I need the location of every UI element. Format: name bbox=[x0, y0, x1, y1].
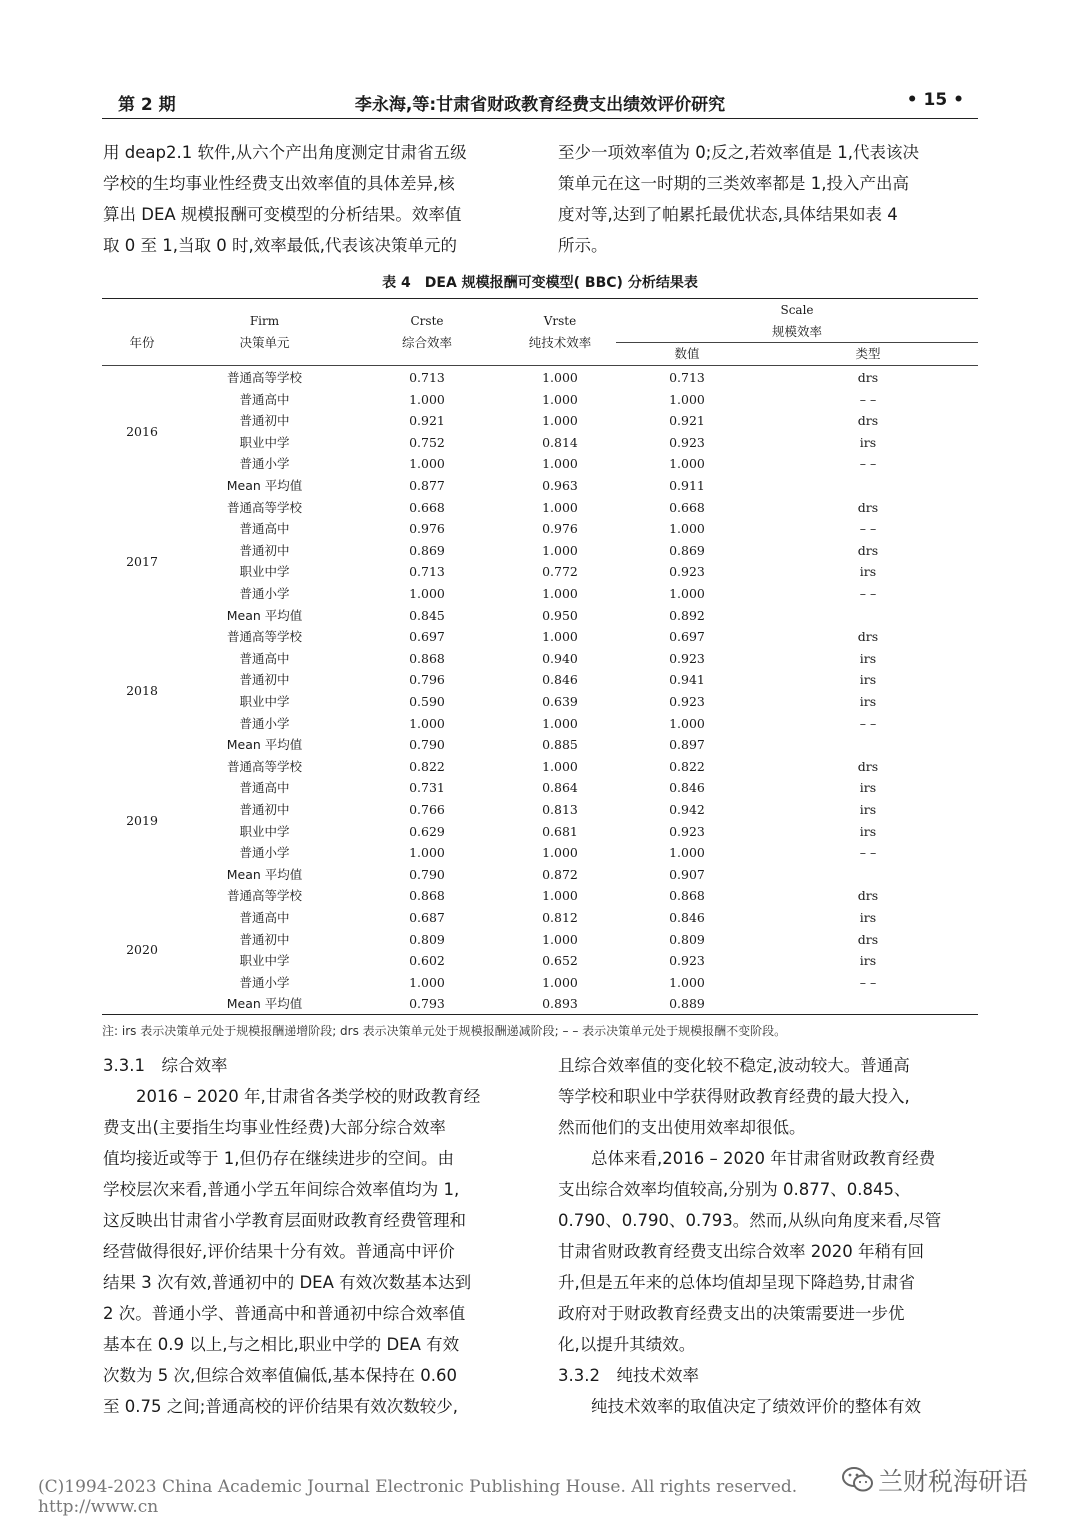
watermark-text: 兰财税海研语 bbox=[878, 1467, 1029, 1496]
header-scale: Scale 规模效率 bbox=[771, 303, 822, 339]
cell-crste: 1.000 bbox=[409, 845, 445, 861]
cell-scale-type: irs bbox=[859, 564, 877, 580]
cell-vrste: 1.000 bbox=[542, 845, 578, 861]
text-line: 学校层次来看,普通小学五年间综合效率值均为 1, bbox=[103, 1180, 460, 1199]
cell-crste: 0.877 bbox=[409, 478, 445, 493]
cell-scale-type: irs bbox=[859, 434, 877, 450]
cell-year: 2019 bbox=[126, 812, 158, 828]
cell-scale-num: 0.911 bbox=[669, 478, 705, 493]
cell-firm: 普通小学 bbox=[239, 586, 290, 601]
text-line: 甘肃省财政教育经费支出综合效率 2020 年稍有回 bbox=[558, 1242, 924, 1261]
cell-scale-type: irs bbox=[859, 650, 877, 666]
text-line: 化,以提升其绩效。 bbox=[558, 1335, 696, 1354]
text-line: 策单元在这一时期的三类效率都是 1,投入产出高 bbox=[558, 174, 909, 193]
cell-crste: 0.790 bbox=[409, 737, 445, 753]
cell-vrste: 0.940 bbox=[542, 650, 578, 666]
cell-firm: 职业中学 bbox=[239, 823, 290, 839]
cell-crste: 0.976 bbox=[409, 521, 445, 537]
table-row bbox=[102, 583, 978, 605]
text-line: 结果 3 次有效,普通初中的 DEA 有效次数基本达到 bbox=[103, 1273, 472, 1292]
cell-vrste: 0.681 bbox=[542, 823, 578, 839]
cell-scale-num: 0.868 bbox=[669, 888, 705, 904]
cell-scale-type: drs bbox=[857, 499, 879, 515]
cell-firm: 职业中学 bbox=[239, 953, 290, 969]
cell-firm: Mean 平均值 bbox=[226, 607, 303, 623]
cell-crste: 0.713 bbox=[409, 564, 445, 580]
cell-crste: 1.000 bbox=[409, 586, 445, 601]
cell-crste: 1.000 bbox=[409, 391, 445, 407]
header-crste: Crste 综合效率 bbox=[401, 314, 452, 350]
header-scale-type: 类型 bbox=[855, 346, 881, 361]
cell-scale-num: 0.889 bbox=[669, 996, 705, 1012]
cell-firm: 普通高中 bbox=[239, 521, 290, 537]
cell-scale-num: 0.921 bbox=[669, 413, 705, 429]
text-line: 2016 – 2020 年,甘肃省各类学校的财政教育经 bbox=[136, 1087, 481, 1106]
cell-vrste: 1.000 bbox=[542, 499, 578, 515]
table-row bbox=[102, 993, 978, 1015]
text-line: 且综合效率值的变化较不稳定,波动较大。普通高 bbox=[558, 1056, 910, 1075]
cell-vrste: 1.000 bbox=[542, 931, 578, 947]
cell-scale-type: – – bbox=[859, 391, 877, 407]
cell-firm: 职业中学 bbox=[239, 564, 290, 580]
cell-vrste: 1.000 bbox=[542, 715, 578, 731]
table-row bbox=[102, 518, 978, 540]
table-row bbox=[102, 626, 978, 648]
cell-firm: 普通高中 bbox=[239, 780, 290, 796]
table-row bbox=[102, 691, 978, 713]
cell-scale-type: drs bbox=[857, 931, 879, 947]
cell-scale-num: 0.809 bbox=[669, 931, 705, 947]
cell-scale-type: – – bbox=[859, 586, 877, 601]
text-line: 经营做得很好,评价结果十分有效。普通高中评价 bbox=[103, 1242, 455, 1261]
text-line: 学校的生均事业性经费支出效率值的具体差异,核 bbox=[103, 174, 455, 193]
text-line: 等学校和职业中学获得财政教育经费的最大投入, bbox=[558, 1087, 910, 1106]
cell-scale-type: irs bbox=[859, 823, 877, 839]
table-row bbox=[102, 453, 978, 475]
table-row bbox=[102, 929, 978, 951]
table-row bbox=[102, 475, 978, 497]
cell-scale-num: 1.000 bbox=[669, 974, 705, 990]
table-row bbox=[102, 389, 978, 411]
cell-vrste: 0.872 bbox=[542, 866, 578, 882]
section-331-heading: 3.3.1 综合效率 bbox=[103, 1056, 228, 1075]
table-row bbox=[102, 497, 978, 519]
cell-crste: 0.713 bbox=[409, 370, 445, 385]
cell-firm: 普通初中 bbox=[239, 672, 290, 688]
cell-scale-num: 0.923 bbox=[669, 694, 705, 709]
cell-scale-type: – – bbox=[859, 974, 877, 990]
running-title: 李永海,等:甘肃省财政教育经费支出绩效评价研究 bbox=[354, 95, 726, 115]
cell-vrste: 0.814 bbox=[542, 434, 578, 450]
text-line: 值均接近或等于 1,但仍存在继续进步的空间。由 bbox=[103, 1149, 454, 1168]
header-vrste: Vrste 纯技术效率 bbox=[528, 314, 592, 350]
cell-scale-num: 0.713 bbox=[669, 370, 705, 385]
header-firm: Firm 决策单元 bbox=[239, 314, 290, 350]
cell-firm: 普通初中 bbox=[239, 542, 290, 558]
cell-scale-num: 0.668 bbox=[669, 499, 705, 515]
cell-firm: Mean 平均值 bbox=[226, 478, 303, 493]
table-row bbox=[102, 713, 978, 735]
table-row bbox=[102, 756, 978, 778]
text-line: 升,但是五年来的总体均值却呈现下降趋势,甘肃省 bbox=[558, 1273, 915, 1292]
cell-scale-num: 0.941 bbox=[669, 672, 705, 688]
intro-left-column bbox=[103, 137, 523, 261]
cell-crste: 0.869 bbox=[409, 542, 445, 558]
cell-vrste: 1.000 bbox=[542, 542, 578, 558]
table-bottom-rule bbox=[102, 1014, 978, 1015]
cell-vrste: 0.976 bbox=[542, 521, 578, 537]
cell-crste: 0.796 bbox=[409, 672, 445, 688]
cell-vrste: 0.772 bbox=[542, 564, 578, 580]
cell-firm: 普通小学 bbox=[239, 456, 290, 472]
cell-vrste: 0.864 bbox=[542, 780, 578, 796]
cell-scale-num: 1.000 bbox=[669, 521, 705, 537]
table-row bbox=[102, 669, 978, 691]
text-line: 纯技术效率的取值决定了绩效评价的整体有效 bbox=[591, 1397, 921, 1416]
cell-firm: 普通高等学校 bbox=[226, 370, 302, 385]
wechat-watermark bbox=[842, 1460, 1062, 1506]
cell-firm: 普通高等学校 bbox=[226, 629, 302, 645]
cell-scale-type: drs bbox=[857, 888, 879, 904]
text-line: 总体来看,2016 – 2020 年甘肃省财政教育经费 bbox=[591, 1149, 936, 1168]
cell-vrste: 0.963 bbox=[542, 478, 578, 493]
table-row bbox=[102, 734, 978, 756]
header-scale-num: 数值 bbox=[674, 346, 700, 361]
cell-firm: 普通高等学校 bbox=[226, 499, 302, 515]
cell-scale-type: – – bbox=[859, 456, 877, 472]
cell-scale-type: irs bbox=[859, 780, 877, 796]
cell-firm: Mean 平均值 bbox=[226, 737, 303, 753]
cell-year: 2020 bbox=[126, 942, 158, 958]
cell-vrste: 0.893 bbox=[542, 996, 578, 1012]
text-line: 用 deap2.1 软件,从六个产出角度测定甘肃省五级 bbox=[103, 143, 467, 162]
cell-scale-num: 0.907 bbox=[669, 866, 705, 882]
table-caption: 表 4 DEA 规模报酬可变模型( BBC) 分析结果表 bbox=[382, 275, 698, 291]
text-line: 取 0 至 1,当取 0 时,效率最低,代表该决策单元的 bbox=[103, 236, 457, 255]
text-line: 2 次。普通小学、普通高中和普通初中综合效率值 bbox=[103, 1304, 466, 1323]
section-332-heading: 3.3.2 纯技术效率 bbox=[558, 1366, 699, 1385]
wechat-icon bbox=[842, 1466, 874, 1494]
cell-vrste: 0.846 bbox=[542, 672, 578, 688]
cell-crste: 0.602 bbox=[409, 953, 445, 969]
cell-scale-num: 1.000 bbox=[669, 456, 705, 472]
cell-scale-num: 0.923 bbox=[669, 823, 705, 839]
table-row bbox=[102, 799, 978, 821]
cell-crste: 1.000 bbox=[409, 974, 445, 990]
cell-vrste: 1.000 bbox=[542, 413, 578, 429]
cell-scale-type: irs bbox=[859, 953, 877, 969]
cell-firm: 普通高中 bbox=[239, 910, 290, 925]
cell-scale-num: 0.942 bbox=[669, 802, 705, 817]
cell-firm: 职业中学 bbox=[239, 434, 290, 450]
cell-firm: 普通高中 bbox=[239, 391, 290, 407]
cell-vrste: 0.812 bbox=[542, 910, 578, 925]
cell-firm: 普通高等学校 bbox=[226, 888, 302, 904]
text-line: 度对等,达到了帕累托最优状态,具体结果如表 4 bbox=[558, 205, 898, 224]
cell-firm: Mean 平均值 bbox=[226, 866, 303, 882]
cell-firm: 普通高等学校 bbox=[226, 758, 302, 774]
cell-crste: 1.000 bbox=[409, 456, 445, 472]
cell-scale-type: irs bbox=[859, 694, 877, 709]
cell-crste: 0.752 bbox=[409, 434, 445, 450]
cell-crste: 0.822 bbox=[409, 758, 445, 774]
section-331-left bbox=[103, 1050, 523, 1422]
cell-crste: 1.000 bbox=[409, 715, 445, 731]
cell-crste: 0.731 bbox=[409, 780, 445, 796]
cell-scale-type: – – bbox=[859, 521, 877, 537]
text-line: 这反映出甘肃省小学教育层面财政教育经费管理和 bbox=[103, 1211, 466, 1230]
text-line: 政府对于财政教育经费支出的决策需要进一步优 bbox=[558, 1304, 905, 1323]
cell-scale-num: 1.000 bbox=[669, 845, 705, 861]
section-331-right bbox=[558, 1050, 978, 1422]
running-header bbox=[102, 88, 978, 118]
text-line: 次数为 5 次,但综合效率值偏低,基本保持在 0.60 bbox=[103, 1366, 457, 1385]
cell-vrste: 1.000 bbox=[542, 370, 578, 385]
cell-firm: 普通高中 bbox=[239, 650, 290, 666]
text-line: 0.790、0.790、0.793。然而,从纵向角度来看,尽管 bbox=[558, 1211, 942, 1230]
text-line: 然而他们的支出使用效率却很低。 bbox=[558, 1118, 806, 1137]
cell-scale-num: 0.869 bbox=[669, 542, 705, 558]
table-row bbox=[102, 972, 978, 994]
cell-vrste: 0.652 bbox=[542, 953, 578, 969]
cell-scale-num: 0.923 bbox=[669, 564, 705, 580]
cell-crste: 0.921 bbox=[409, 413, 445, 429]
cell-vrste: 1.000 bbox=[542, 974, 578, 990]
cell-firm: Mean 平均值 bbox=[226, 996, 303, 1012]
cell-crste: 0.809 bbox=[409, 931, 445, 947]
cell-vrste: 1.000 bbox=[542, 456, 578, 472]
cell-crste: 0.668 bbox=[409, 499, 445, 515]
cell-scale-num: 0.892 bbox=[669, 607, 705, 623]
cell-vrste: 0.950 bbox=[542, 607, 578, 623]
table-row bbox=[102, 821, 978, 843]
text-line: 至少一项效率值为 0;反之,若效率值是 1,代表该决 bbox=[558, 143, 920, 162]
cell-scale-num: 0.923 bbox=[669, 953, 705, 969]
cell-firm: 普通小学 bbox=[239, 974, 290, 990]
cell-crste: 0.868 bbox=[409, 650, 445, 666]
table-row bbox=[102, 950, 978, 972]
cell-crste: 0.766 bbox=[409, 802, 445, 817]
table-row bbox=[102, 605, 978, 627]
cell-firm: 普通小学 bbox=[239, 715, 290, 731]
cell-scale-type: drs bbox=[857, 758, 879, 774]
cell-scale-num: 0.846 bbox=[669, 780, 705, 796]
table-row bbox=[102, 410, 978, 432]
table-row bbox=[102, 648, 978, 670]
cell-scale-num: 1.000 bbox=[669, 391, 705, 407]
table-row bbox=[102, 842, 978, 864]
cell-scale-type: irs bbox=[859, 910, 877, 925]
table-row bbox=[102, 864, 978, 886]
cell-scale-type: – – bbox=[859, 715, 877, 731]
cell-scale-type: drs bbox=[857, 413, 879, 429]
header-rule bbox=[102, 118, 978, 119]
table-row bbox=[102, 561, 978, 583]
header-year: 年份 bbox=[129, 335, 155, 350]
cell-firm: 普通小学 bbox=[239, 845, 290, 861]
cell-scale-num: 0.923 bbox=[669, 650, 705, 666]
cell-scale-type: – – bbox=[859, 845, 877, 861]
table-row bbox=[102, 885, 978, 907]
table-row bbox=[102, 777, 978, 799]
cell-scale-num: 0.697 bbox=[669, 629, 705, 645]
cell-firm: 普通初中 bbox=[239, 802, 290, 817]
text-line: 至 0.75 之间;普通高校的评价结果有效次数较少, bbox=[103, 1397, 459, 1416]
table-row bbox=[102, 367, 978, 389]
cell-vrste: 0.813 bbox=[542, 802, 578, 817]
page-number: • 15 • bbox=[906, 90, 964, 110]
cell-year: 2018 bbox=[126, 683, 158, 699]
cell-scale-num: 0.923 bbox=[669, 434, 705, 450]
cell-vrste: 0.885 bbox=[542, 737, 578, 753]
cell-crste: 0.793 bbox=[409, 996, 445, 1012]
cell-firm: 普通初中 bbox=[239, 931, 290, 947]
intro-right-column bbox=[558, 137, 978, 261]
text-line: 费支出(主要指生均事业性经费)大部分综合效率 bbox=[103, 1118, 446, 1137]
cell-vrste: 1.000 bbox=[542, 629, 578, 645]
cell-crste: 0.697 bbox=[409, 629, 445, 645]
cell-scale-num: 1.000 bbox=[669, 715, 705, 731]
cell-scale-num: 0.822 bbox=[669, 758, 705, 774]
cell-firm: 职业中学 bbox=[239, 694, 290, 709]
table-header-rule bbox=[102, 365, 978, 366]
cell-crste: 0.629 bbox=[409, 823, 445, 839]
cell-vrste: 1.000 bbox=[542, 758, 578, 774]
issue-number: 第 2 期 bbox=[118, 95, 176, 115]
cell-year: 2016 bbox=[126, 424, 158, 439]
table-row bbox=[102, 907, 978, 929]
cell-crste: 0.868 bbox=[409, 888, 445, 904]
cell-scale-num: 1.000 bbox=[669, 586, 705, 601]
cell-firm: 普通初中 bbox=[239, 413, 290, 429]
cell-crste: 0.590 bbox=[409, 694, 445, 709]
cell-crste: 0.790 bbox=[409, 866, 445, 882]
cell-scale-type: drs bbox=[857, 629, 879, 645]
copyright-footer: (C)1994-2023 China Academic Journal Electronic Publishing House. All rights reserved. http://www.cn bbox=[38, 1477, 815, 1517]
cell-vrste: 1.000 bbox=[542, 391, 578, 407]
text-line: 基本在 0.9 以上,与之相比,职业中学的 DEA 有效 bbox=[103, 1335, 460, 1354]
cell-scale-type: drs bbox=[857, 370, 879, 385]
text-line: 支出综合效率均值较高,分别为 0.877、0.845、 bbox=[558, 1180, 911, 1199]
cell-scale-type: drs bbox=[857, 542, 879, 558]
text-line: 算出 DEA 规模报酬可变模型的分析结果。效率值 bbox=[103, 205, 462, 224]
table-row bbox=[102, 432, 978, 454]
cell-vrste: 1.000 bbox=[542, 888, 578, 904]
text-line: 所示。 bbox=[558, 236, 608, 255]
table-row bbox=[102, 540, 978, 562]
table-note: 注: irs 表示决策单元处于规模报酬递增阶段; drs 表示决策单元处于规模报酬递减阶段; – – 表示决策单元处于规模报酬不变阶段。 bbox=[102, 1024, 787, 1038]
cell-year: 2017 bbox=[126, 553, 158, 569]
cell-vrste: 0.639 bbox=[542, 694, 578, 709]
cell-crste: 0.687 bbox=[409, 910, 445, 925]
cell-vrste: 1.000 bbox=[542, 586, 578, 601]
cell-scale-num: 0.846 bbox=[669, 910, 705, 925]
cell-scale-type: irs bbox=[859, 672, 877, 688]
cell-crste: 0.845 bbox=[409, 607, 445, 623]
cell-scale-num: 0.897 bbox=[669, 737, 705, 753]
cell-scale-type: irs bbox=[859, 802, 877, 817]
